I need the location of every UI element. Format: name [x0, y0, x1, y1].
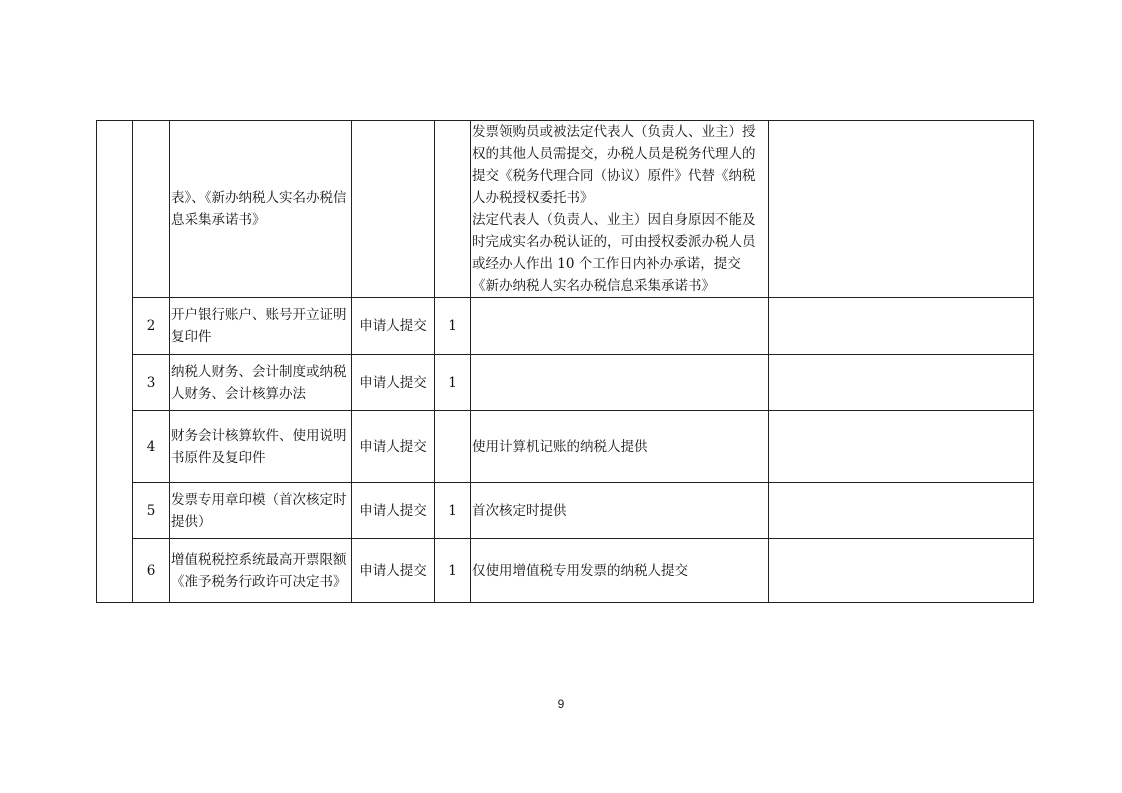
- material-source: [352, 121, 435, 298]
- material-count: 1: [435, 355, 471, 411]
- material-count: [435, 121, 471, 298]
- material-source: 申请人提交: [352, 355, 435, 411]
- extra-cell: [769, 411, 1034, 483]
- row-number: 6: [133, 539, 170, 603]
- material-source: 申请人提交: [352, 298, 435, 355]
- material-note: [471, 121, 769, 298]
- material-name: 纳税人财务、会计制度或纳税人财务、会计核算办法: [170, 355, 352, 411]
- table-row: [97, 355, 1034, 411]
- extra-cell: [769, 298, 1034, 355]
- table-row: [97, 539, 1034, 603]
- material-note: [471, 298, 769, 355]
- material-name: 发票专用章印模（首次核定时提供）: [170, 483, 352, 539]
- material-count: 1: [435, 539, 471, 603]
- table-row: [97, 298, 1034, 355]
- extra-cell: [769, 355, 1034, 411]
- material-count: 1: [435, 298, 471, 355]
- material-note: 仅使用增值税专用发票的纳税人提交: [471, 539, 769, 603]
- note-line: 发票领购员或被法定代表人（负责人、业主）授权的其他人员需提交，办税人员是税务代理人的提交《税务代理合同（协议）原件》代替《纳税人办税授权委托书》: [472, 124, 756, 206]
- note-line: 法定代表人（负责人、业主）因自身原因不能及时完成实名办税认证的，可由授权委派办税人员或经办人作出 10 个工作日内补办承诺，提交《新办纳税人实名办税信息采集承诺书》: [472, 212, 756, 294]
- material-note: 首次核定时提供: [471, 483, 769, 539]
- material-name: 财务会计核算软件、使用说明书原件及复印件: [170, 411, 352, 483]
- page-number: 9: [557, 697, 565, 711]
- material-name: 开户银行账户、账号开立证明复印件: [170, 298, 352, 355]
- material-source: 申请人提交: [352, 539, 435, 603]
- extra-cell: [769, 121, 1034, 298]
- material-name: 表》、《新办纳税人实名办税信息采集承诺书》: [170, 121, 352, 298]
- table-row: [97, 411, 1034, 483]
- material-name: 增值税税控系统最高开票限额《准予税务行政许可决定书》: [170, 539, 352, 603]
- table-row: [97, 121, 1034, 298]
- materials-table: [96, 120, 1034, 603]
- material-count: 1: [435, 483, 471, 539]
- table-row: [97, 483, 1034, 539]
- row-number: 4: [133, 411, 170, 483]
- extra-cell: [769, 539, 1034, 603]
- extra-cell: [769, 483, 1034, 539]
- blank-cell: [97, 121, 133, 603]
- row-number: 3: [133, 355, 170, 411]
- material-source: 申请人提交: [352, 411, 435, 483]
- material-note: 使用计算机记账的纳税人提供: [471, 411, 769, 483]
- row-number: [133, 121, 170, 298]
- row-number: 5: [133, 483, 170, 539]
- row-number: 2: [133, 298, 170, 355]
- material-count: [435, 411, 471, 483]
- material-source: 申请人提交: [352, 483, 435, 539]
- material-note: [471, 355, 769, 411]
